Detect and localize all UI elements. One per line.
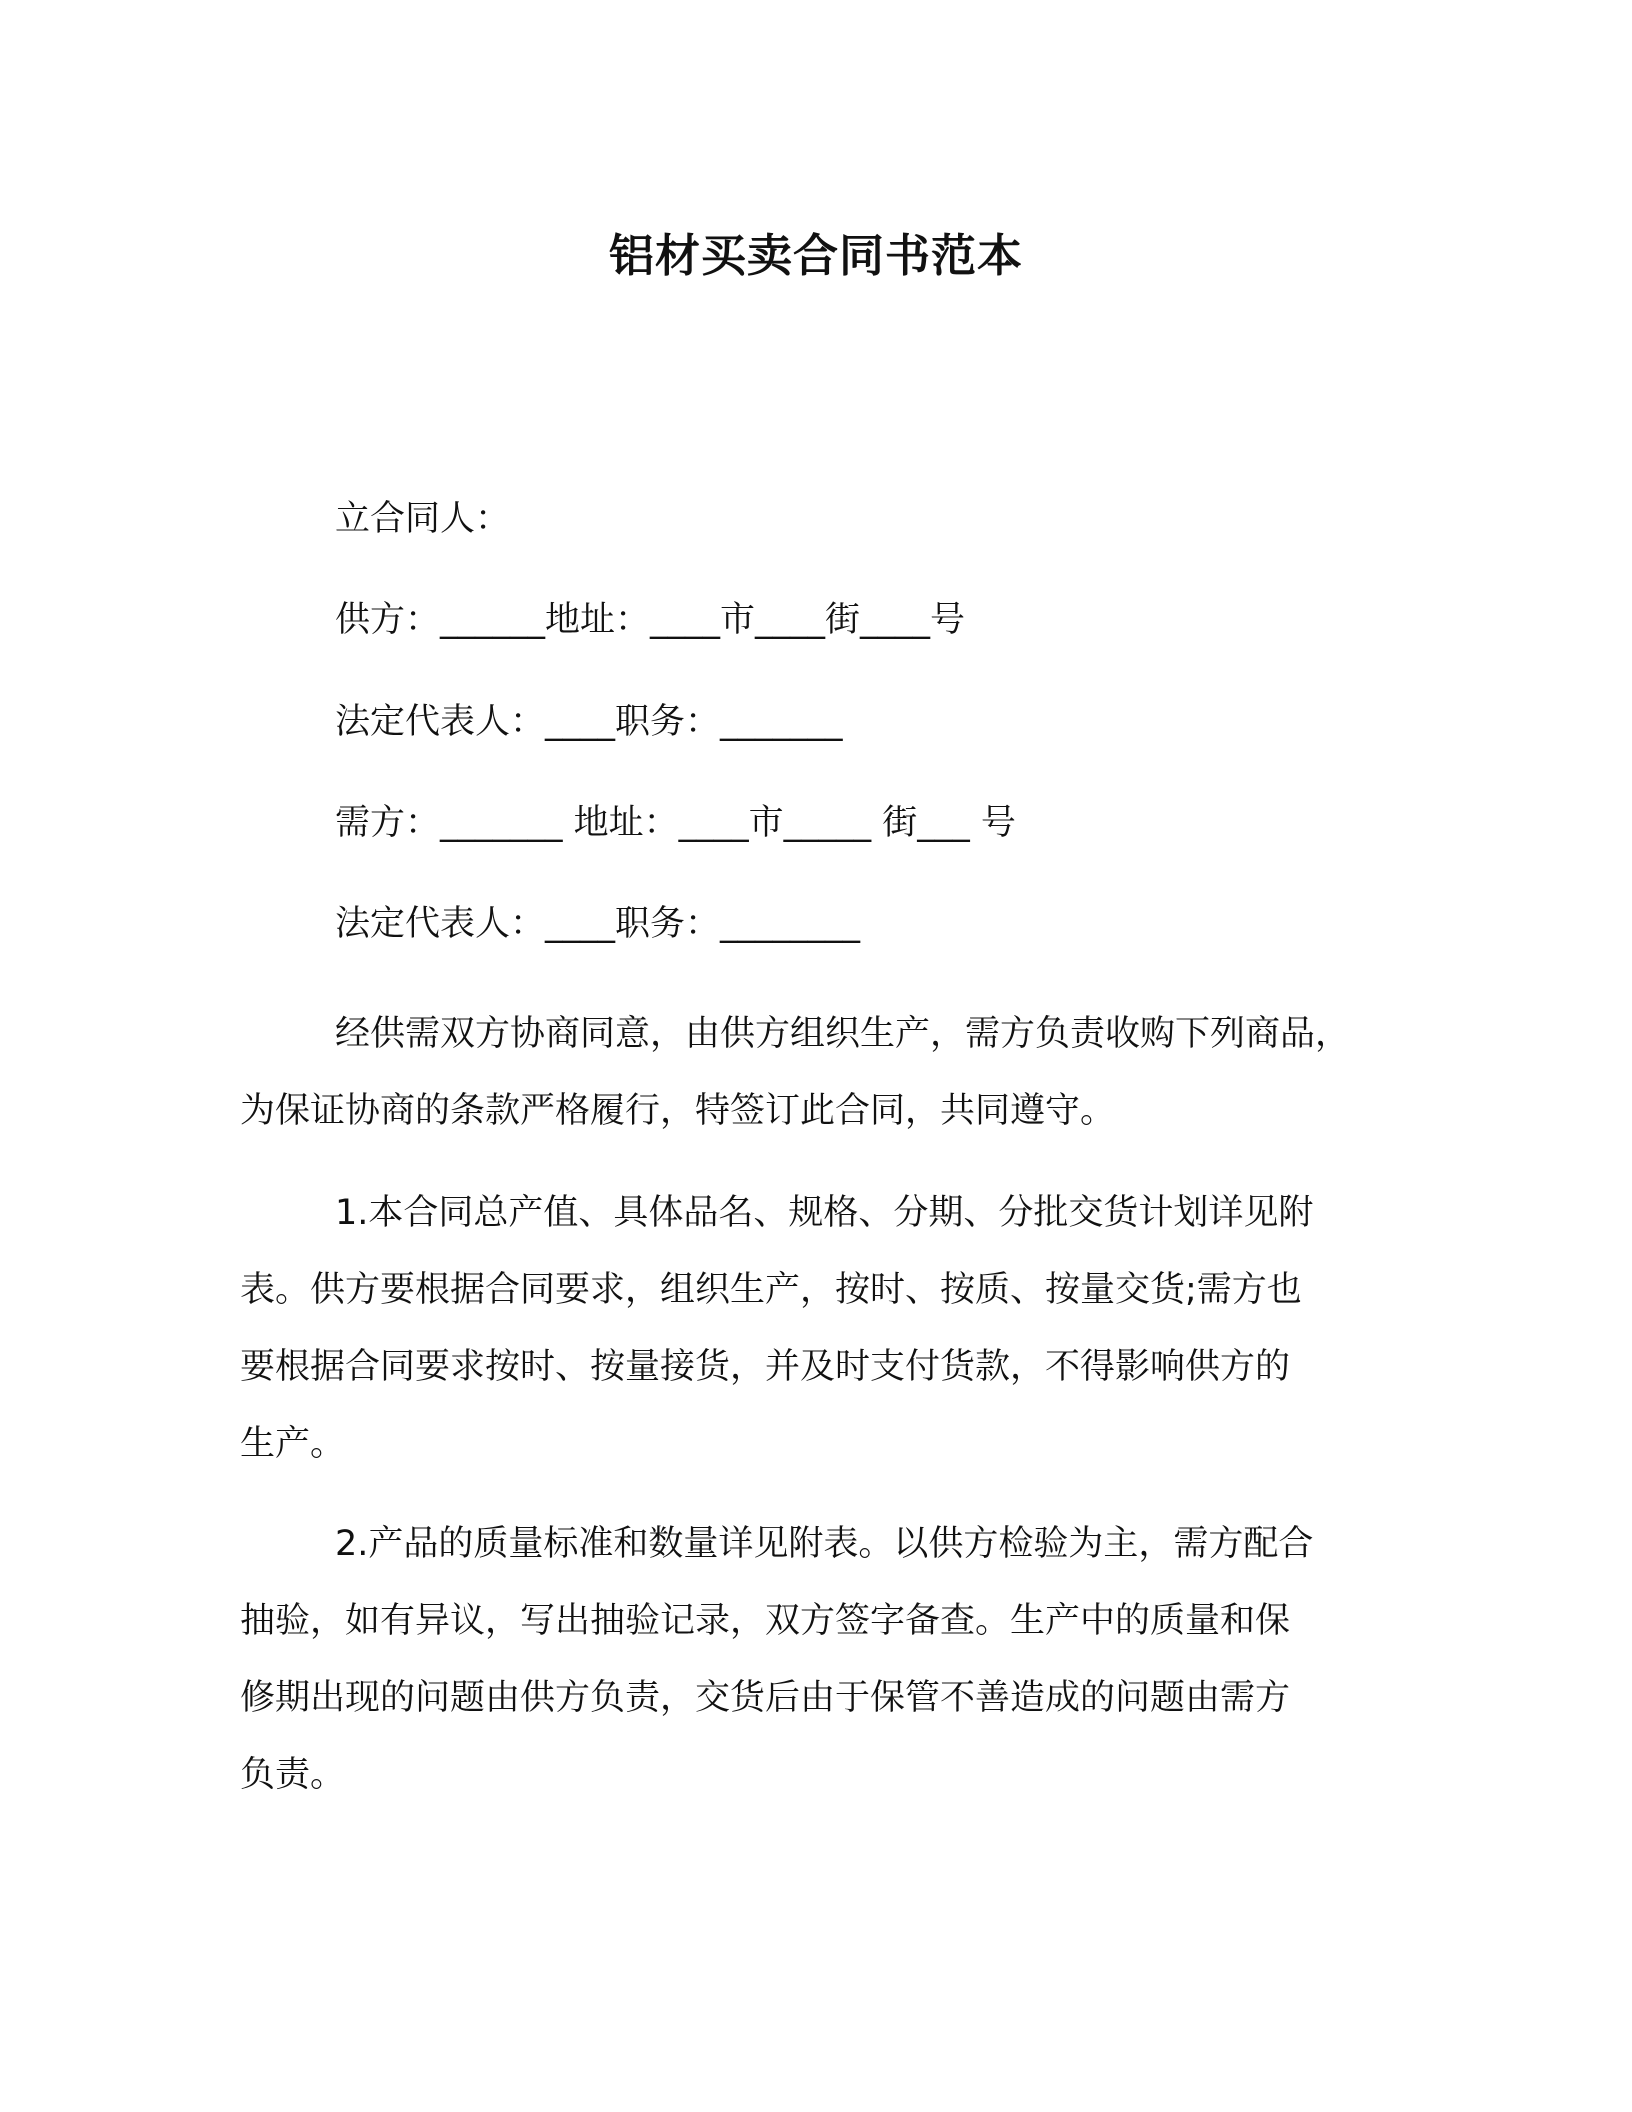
paragraph-line: 为保证协商的条款严格履行，特签订此合同，共同遵守。 bbox=[240, 1091, 1116, 1131]
paragraph-line: 2.产品的质量标准和数量详见附表。以供方检验为主，需方配合 bbox=[335, 1524, 1314, 1564]
paragraph-line: 生产。 bbox=[240, 1424, 346, 1464]
document-title: 铝材买卖合同书范本 bbox=[608, 229, 1023, 282]
parties-heading: 立合同人： bbox=[335, 499, 511, 539]
supplier-representative-line: 法定代表人：____职务：_______ bbox=[335, 702, 843, 742]
buyer-representative-line: 法定代表人：____职务：________ bbox=[335, 904, 861, 944]
buyer-line: 需方：_______ 地址：____市_____ 街___ 号 bbox=[335, 803, 1016, 843]
paragraph-line: 负责。 bbox=[240, 1755, 346, 1795]
paragraph-line: 要根据合同要求按时、按量接货，并及时支付货款，不得影响供方的 bbox=[240, 1347, 1291, 1387]
paragraph-clause-1 bbox=[240, 1175, 1420, 1483]
supplier-line: 供方：______地址：____市____街____号 bbox=[335, 600, 966, 640]
paragraph-clause-2 bbox=[240, 1506, 1420, 1814]
paragraph-line: 经供需双方协商同意，由供方组织生产，需方负责收购下列商品， bbox=[335, 1014, 1351, 1054]
paragraph-line: 抽验，如有异议，写出抽验记录，双方签字备查。生产中的质量和保 bbox=[240, 1601, 1291, 1641]
paragraph-agreement bbox=[240, 996, 1420, 1150]
paragraph-line: 1.本合同总产值、具体品名、规格、分期、分批交货计划详见附 bbox=[335, 1193, 1314, 1233]
paragraph-line: 表。供方要根据合同要求，组织生产，按时、按质、按量交货;需方也 bbox=[240, 1270, 1302, 1310]
paragraph-line: 修期出现的问题由供方负责，交货后由于保管不善造成的问题由需方 bbox=[240, 1678, 1291, 1718]
